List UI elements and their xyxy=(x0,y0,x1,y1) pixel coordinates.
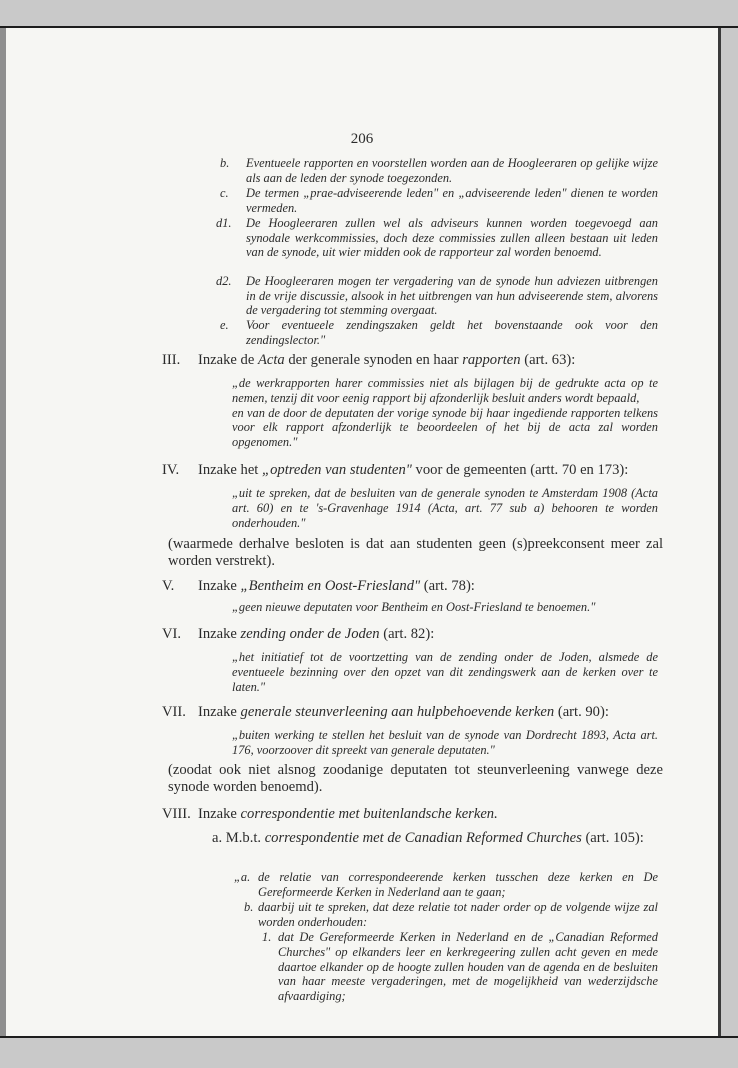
section-iv-quote: „uit te spreken, dat de besluiten van de generale synoden te Amsterdam 1908 (Acta art. 60) en te 's-Gravenhage 1914 (Acta, art. 77 sub a) behooren te worden onderhouden." xyxy=(232,486,658,530)
recommendation-text: De Hoogleeraren zullen wel als adviseurs kunnen worden toegevoegd aan synodale werkcommissies, doch deze commissies zullen alleen bestaan uit leden van de synode, uit wier midden ook de rapporteur zal worden benoemd. xyxy=(246,216,658,260)
section-viii-subsection-a: a. M.b.t. correspondentie met de Canadian Reformed Churches (art. 105): xyxy=(212,830,644,846)
recommendation-e xyxy=(220,318,658,347)
recommendation-label: d1. xyxy=(216,216,232,230)
section-viii-item-1 xyxy=(262,930,658,1004)
scan-bottom-edge xyxy=(0,1036,738,1038)
section-vii-note: (zoodat ook niet alsnog zoodanige deputaten tot steunverleening vanwege deze synode worden benoemd). xyxy=(168,762,663,795)
section-numeral: VI. xyxy=(162,626,182,642)
item-text: dat De Gereformeerde Kerken in Nederland en de „Canadian Reformed Churches" op elkanders leer en kerkregeering zullen acht geven en mede daartoe elkander op de hoogte zullen houden van de agenda en de besluiten van haar meeste vergaderingen, met de mogelijkheid van wederzijdsche afvaardiging; xyxy=(278,930,658,1004)
item-label: „a. xyxy=(234,870,251,884)
recommendation-text: Voor eventueele zendingszaken geldt het bovenstaande ook voor den zendingslector." xyxy=(246,318,658,347)
section-title: Inzake zending onder de Joden (art. 82): xyxy=(198,626,435,642)
section-iv-note: (waarmede derhalve besloten is dat aan studenten geen (s)preekconsent meer zal worden verstrekt). xyxy=(168,536,663,569)
section-viii-item-a xyxy=(234,870,658,900)
scan-left-edge xyxy=(0,28,6,1036)
section-iii-quote: „de werkrapporten harer commissies niet als bijlagen bij de gedrukte acta op te nemen, tenzij dit voor eenig rapport bij afzonderlijk besluit anders wordt bepaald, en van de door de deputaten der vorige synode bij haar ingediende rapporten telkens voor elk rapport afzonderlijk te beoordeelen of het bij de acta zal worden opgenomen." xyxy=(232,376,658,450)
section-title: Inzake correspondentie met buitenlandsche kerken. xyxy=(198,806,498,822)
recommendation-label: e. xyxy=(220,318,229,332)
scan-right-edge xyxy=(718,28,721,1036)
section-title: Inzake „Bentheim en Oost-Friesland" (art. 78): xyxy=(198,578,475,594)
section-numeral: VIII. xyxy=(162,806,191,822)
recommendation-text: De termen „prae-adviseerende leden" en „adviseerende leden" dienen te worden vermeden. xyxy=(246,186,658,215)
recommendation-c xyxy=(220,186,658,215)
item-label: b. xyxy=(244,900,254,914)
item-label: 1. xyxy=(262,930,272,944)
section-title: Inzake de Acta der generale synoden en haar rapporten (art. 63): xyxy=(198,352,576,368)
section-title: Inzake generale steunverleening aan hulpbehoevende kerken (art. 90): xyxy=(198,704,609,720)
recommendation-b xyxy=(220,156,658,185)
recommendation-label: c. xyxy=(220,186,229,200)
section-numeral: III. xyxy=(162,352,181,368)
page-number: 206 xyxy=(350,131,374,147)
recommendation-label: d2. xyxy=(216,274,232,288)
section-numeral: VII. xyxy=(162,704,186,720)
item-text: daarbij uit te spreken, dat deze relatie tot nader order op de volgende wijze zal worden onderhouden: xyxy=(258,900,658,929)
section-vi-quote: „het initiatief tot de voortzetting van de zending onder de Joden, alsmede de eventueele bezinning over den opzet van dit zendingswerk aan de kerken over te laten." xyxy=(232,650,658,694)
section-numeral: V. xyxy=(162,578,175,594)
section-vii-quote: „buiten werking te stellen het besluit van de synode van Dordrecht 1893, Acta art. 176, voorzoover dit spreekt van generale deputaten." xyxy=(232,728,658,757)
recommendation-text: Eventueele rapporten en voorstellen worden aan de Hoogleeraren op gelijke wijze als aan de leden der synode toegezonden. xyxy=(246,156,658,185)
section-numeral: IV. xyxy=(162,462,180,478)
document-page xyxy=(6,28,718,1036)
section-v-quote: „geen nieuwe deputaten voor Bentheim en Oost-Friesland te benoemen." xyxy=(232,600,596,614)
section-viii-item-b xyxy=(244,900,658,930)
recommendation-label: b. xyxy=(220,156,230,170)
recommendation-d2 xyxy=(216,274,658,318)
item-text: de relatie van correspondeerende kerken tusschen deze kerken en De Gereformeerde Kerken in Nederland aan te gaan; xyxy=(258,870,658,899)
recommendation-text: De Hoogleeraren mogen ter vergadering van de synode hun adviezen uitbrengen in de vrije discussie, alsook in het uitbrengen van hun adviseerende stem, alvorens de vergadering tot stemming overgaat. xyxy=(246,274,658,318)
section-title: Inzake het „optreden van studenten" voor de gemeenten (artt. 70 en 173): xyxy=(198,462,629,478)
scan-top-edge xyxy=(0,26,738,28)
recommendation-d1 xyxy=(216,216,658,260)
